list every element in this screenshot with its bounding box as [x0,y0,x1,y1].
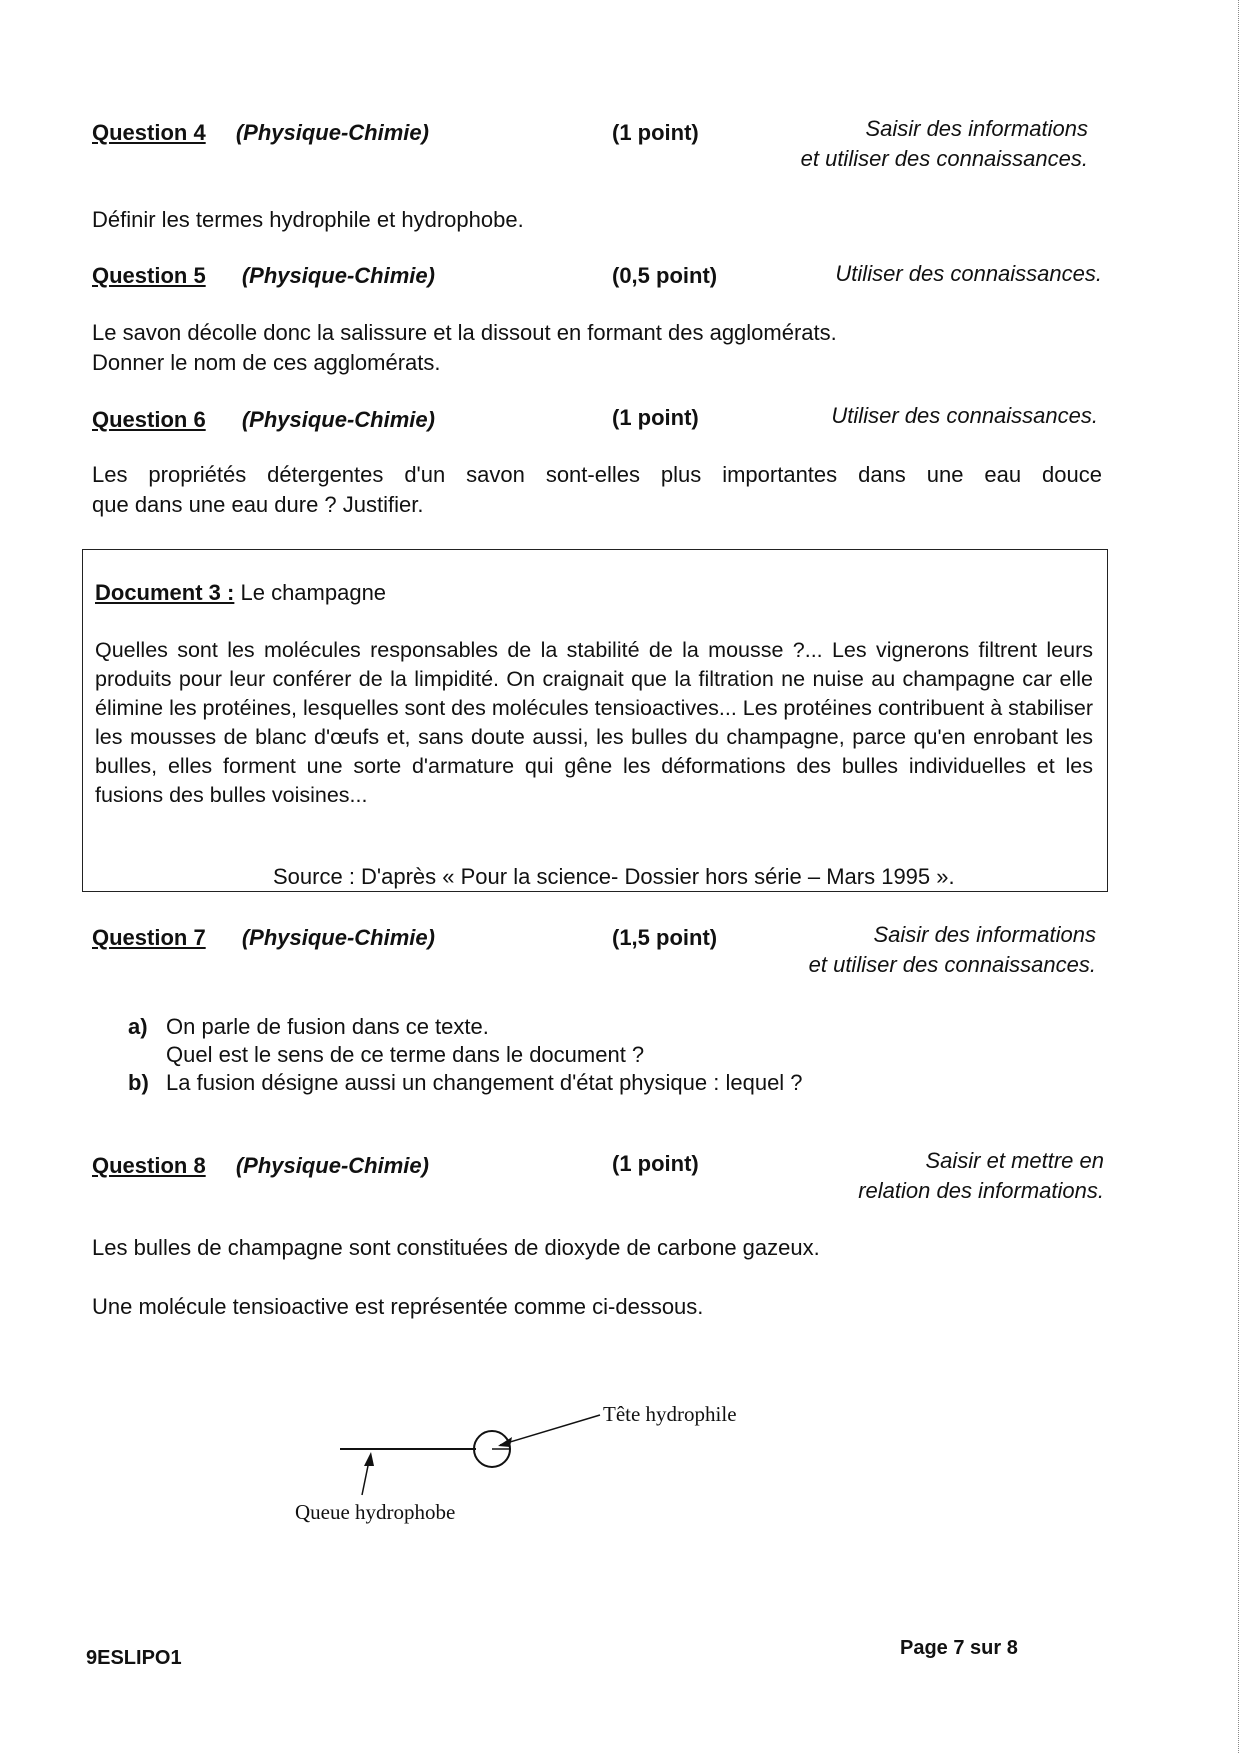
question-4-label: Question 4 [92,120,206,145]
question-8-text-line-1: Les bulles de champagne sont constituées de dioxyde de carbone gazeux. [92,1235,820,1260]
question-7-skill-line-2: et utiliser des connaissances. [808,952,1096,977]
question-8-points: (1 point) [612,1151,699,1176]
question-6-points: (1 point) [612,405,699,430]
hydrophilic-head-label: Tête hydrophile [603,1402,737,1426]
document-3-heading [95,580,386,606]
question-5-text-line-1: Le savon décolle donc la salissure et la dissout en formant des agglomérats. [92,320,837,345]
question-8-skill-line-2: relation des informations. [858,1178,1104,1203]
question-8-text-line-2: Une molécule tensioactive est représentée comme ci-dessous. [92,1294,704,1319]
question-4-points: (1 point) [612,120,699,145]
question-7-item-b-marker: b) [128,1070,149,1095]
scan-margin-line [1238,0,1239,1753]
footer-page-number: Page 7 sur 8 [900,1637,1018,1659]
question-8-skill [858,1146,1104,1206]
question-7-points: (1,5 point) [612,925,718,950]
head-pointer-arrowhead [498,1437,512,1447]
document-3-text: Quelles sont les molécules responsables de la stabilité de la mousse ?... Les vignerons filtrent leurs produits pour leur conférer de la limpidité. On craignait que la filtration ne nuise au champagne car elle élimine les protéines, lesquelles sont des molécules tensioactives... Les protéines contribuent à stabiliser les mousses de blanc d'œufs et, sans doute aussi, les bulles du champagne, parce qu'en enrobant les bulles, elles forment une sorte d'armature qui gêne les déformations des bulles individuelles et les fusions des bulles voisines... [95,638,1093,807]
question-7-item-b [128,1069,803,1097]
question-4-header [92,120,429,146]
question-4-skill-line-1: Saisir des informations [865,116,1088,141]
surfactant-molecule-diagram [330,1390,630,1500]
question-6-text-line-1: Les propriétés détergentes d'un savon sont-elles plus importantes dans une eau douce [92,462,1102,487]
question-5-text-line-2: Donner le nom de ces agglomérats. [92,350,441,375]
question-7-skill [809,920,1096,980]
document-3-box [82,549,1108,892]
question-8-label: Question 8 [92,1153,206,1178]
question-4-skill-line-2: et utiliser des connaissances. [800,146,1088,171]
question-7-item-a [128,1013,644,1069]
question-8-subject: (Physique-Chimie) [235,1153,429,1178]
question-5-skill: Utiliser des connaissances. [835,261,1102,286]
question-8-header [92,1153,429,1179]
question-7-item-a-line-1: On parle de fusion dans ce texte. [166,1014,489,1039]
question-7-item-b-line-1: La fusion désigne aussi un changement d'état physique : lequel ? [166,1070,803,1095]
hydrophobic-tail-label: Queue hydrophobe [295,1500,456,1524]
document-3-title: Le champagne [240,580,387,605]
question-7-item-a-line-2: Quel est le sens de ce terme dans le document ? [166,1042,645,1067]
question-4-subject: (Physique-Chimie) [235,120,429,145]
question-6-subject: (Physique-Chimie) [241,407,435,432]
question-6-text-line-2: que dans une eau dure ? Justifier. [92,492,424,517]
question-7-header [92,925,435,951]
question-5-header [92,263,435,289]
question-6-skill: Utiliser des connaissances. [831,403,1098,428]
question-8-skill-line-1: Saisir et mettre en [925,1148,1104,1173]
question-7-label: Question 7 [92,925,206,950]
question-5-text [92,318,837,378]
document-3-label: Document 3 : [95,580,235,605]
question-6-text [92,460,1102,520]
question-7-subject: (Physique-Chimie) [241,925,435,950]
question-4-skill [801,114,1088,174]
question-5-points: (0,5 point) [612,263,718,288]
question-7-skill-line-1: Saisir des informations [873,922,1096,947]
head-pointer-line [500,1415,600,1445]
question-4-text: Définir les termes hydrophile et hydrophobe. [92,207,524,232]
question-6-header [92,407,435,433]
tail-pointer-arrowhead [364,1452,374,1466]
document-3-source: Source : D'après « Pour la science- Dossier hors série – Mars 1995 ». [273,864,955,889]
question-5-label: Question 5 [92,263,206,288]
question-6-label: Question 6 [92,407,206,432]
question-7-item-a-marker: a) [128,1014,148,1039]
question-5-subject: (Physique-Chimie) [241,263,435,288]
footer-code: 9ESLIPO1 [86,1647,182,1669]
